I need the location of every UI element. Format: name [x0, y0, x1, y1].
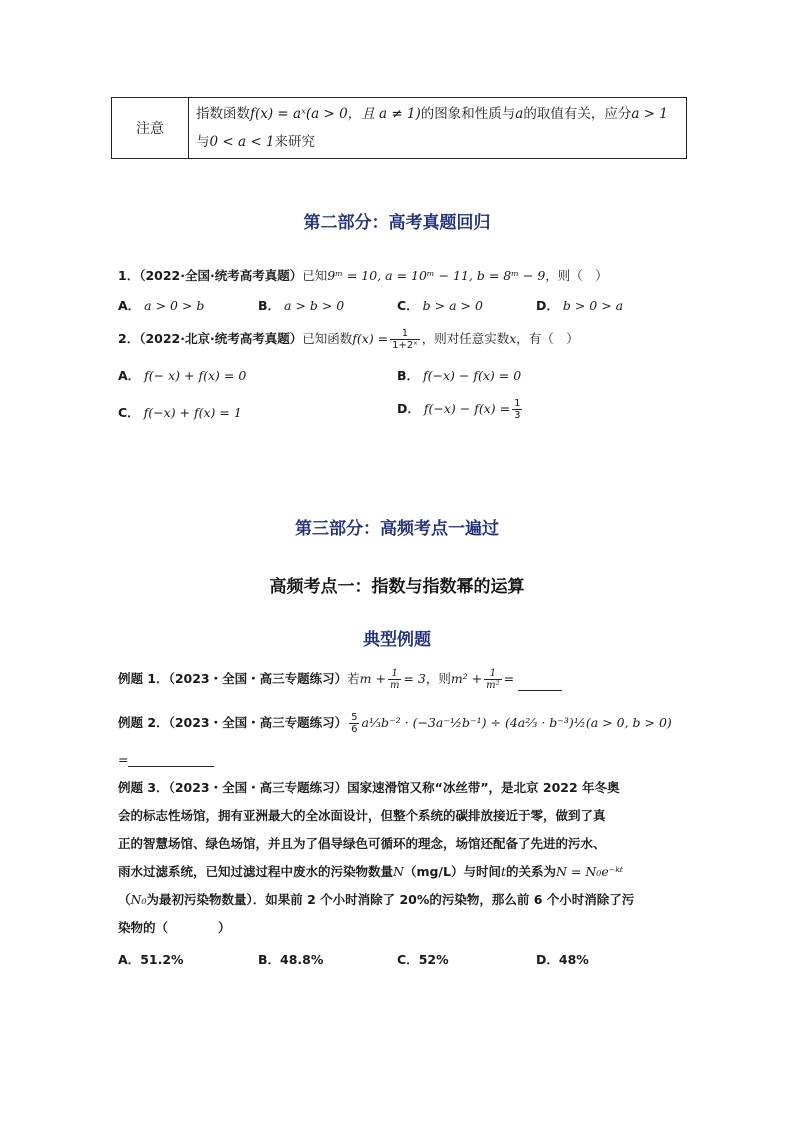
example-fraction — [388, 668, 401, 691]
option-key: C． — [118, 405, 140, 420]
option-key: C． — [397, 298, 419, 313]
answer-blank[interactable] — [128, 766, 214, 767]
option-key: B． — [258, 298, 281, 313]
example-expr: m + — [359, 671, 386, 686]
option-d[interactable] — [397, 398, 524, 421]
option-c[interactable] — [397, 296, 483, 314]
question-tail: ，有（ ） — [516, 331, 579, 346]
question-number: 2． — [118, 331, 140, 346]
example-expr: = — [503, 671, 515, 686]
function-lhs: f(x) = — [352, 331, 389, 346]
question-source: （2022·全国·统考高考真题） — [139, 268, 303, 283]
function-fraction — [390, 328, 420, 351]
option-key: A． — [118, 952, 141, 967]
option-text: f(− x) + f(x) = 0 — [144, 368, 247, 383]
option-key: A． — [118, 368, 141, 383]
fraction-numerator: 1 — [388, 668, 401, 680]
option-b[interactable] — [397, 366, 521, 384]
example-label: 例题 3． — [118, 780, 169, 795]
fraction-numerator: 1 — [514, 398, 521, 409]
example-expr: a⅓b⁻² · (−3a⁻½b⁻¹) ÷ (4a⅔ · b⁻³)½ — [361, 715, 586, 730]
option-text: f(−x) − f(x) = 0 — [423, 368, 522, 383]
note-table — [111, 97, 687, 159]
question-stem: 已知 — [302, 268, 328, 283]
note-text: 来研究 — [274, 134, 316, 150]
option-b[interactable] — [258, 950, 323, 968]
example-expr: m² + — [450, 671, 483, 686]
note-text: 的图象和性质与 — [420, 106, 516, 122]
option-text: b > 0 > a — [562, 298, 624, 313]
option-c[interactable] — [397, 950, 449, 968]
example-text: 为最初污染物数量）．如果前 2 个小时消除了 20%的污染物，那么前 6 个小时消除了污 — [146, 892, 635, 907]
fraction-denominator: 6 — [351, 724, 358, 735]
example-var: N — [393, 864, 404, 879]
topic-title: 高频考点一：指数与指数幂的运算 — [269, 577, 525, 597]
example-expr: = 3 — [403, 671, 426, 686]
example-fraction — [484, 668, 502, 691]
option-d[interactable] — [536, 296, 623, 314]
part3-title: 第三部分：高频考点一遍过 — [295, 519, 499, 539]
note-text: 指数函数 — [196, 106, 250, 122]
option-key: A． — [118, 298, 141, 313]
example-stem: ，则 — [425, 671, 451, 686]
note-text: 与 — [196, 134, 210, 150]
question-source: （2022·北京·统考高考真题） — [139, 331, 303, 346]
question-formula: 9ᵐ = 10, a = 10ᵐ − 11, b = 8ᵐ − 9 — [327, 268, 546, 283]
option-text: f(−x) − f(x) = — [423, 401, 511, 416]
option-text: 48% — [558, 952, 589, 967]
note-body — [196, 100, 682, 156]
option-text: 51.2% — [140, 952, 184, 967]
fraction-denominator: m² — [486, 680, 500, 691]
option-key: C． — [397, 952, 419, 967]
option-key: D． — [536, 298, 559, 313]
example-text: （mg/L）与时间 — [403, 864, 501, 879]
example-condition: (a > 0, b > 0) — [585, 715, 672, 730]
fraction-denominator: 1+2ˣ — [392, 340, 418, 351]
example-stem: 若 — [347, 671, 360, 686]
question-1 — [118, 266, 608, 284]
option-text: a > b > 0 — [284, 298, 345, 313]
question-number: 1． — [118, 268, 140, 283]
example-text: 国家速滑馆又称“冰丝带”，是北京 2022 年冬奥 — [347, 780, 620, 795]
option-d[interactable] — [536, 950, 589, 968]
example-text: 正的智慧场馆、绿色场馆，并且为了倡导绿色可循环的理念，场馆还配备了先进的污水、 — [118, 836, 606, 851]
example-2 — [118, 712, 672, 735]
note-formula: f(x) = aˣ — [250, 106, 306, 122]
example-var: t — [500, 864, 506, 879]
example-text: 的关系为 — [506, 864, 557, 879]
question-var: x — [509, 331, 517, 346]
option-text: 52% — [418, 952, 449, 967]
fraction-numerator: 1 — [484, 668, 502, 680]
option-text: a > 0 > b — [144, 298, 205, 313]
example-label: 例题 2． — [118, 715, 169, 730]
option-b[interactable] — [258, 296, 344, 314]
fraction-numerator: 5 — [351, 712, 358, 723]
option-text: b > a > 0 — [422, 298, 483, 313]
note-text: 的取值有关，应分 — [523, 106, 632, 122]
fraction-numerator: 1 — [390, 328, 420, 340]
example-text: （ — [118, 892, 131, 907]
question-stem: 已知函数 — [302, 331, 353, 346]
example-formula: N = N₀e⁻ᵏᵗ — [556, 864, 623, 879]
example-fraction — [349, 712, 359, 735]
question-2 — [118, 328, 579, 351]
example-source: （2023・全国・高三专题练习） — [168, 671, 348, 686]
option-key: D． — [536, 952, 559, 967]
option-key: B． — [397, 368, 420, 383]
example-1 — [118, 668, 562, 691]
example-eq: = — [118, 752, 129, 767]
note-condition: (a > 0，且 a ≠ 1) — [305, 106, 421, 122]
note-var: a — [515, 106, 524, 122]
option-fraction — [512, 398, 522, 421]
examples-title: 典型例题 — [363, 630, 431, 650]
question-tail: ，则对任意实数 — [421, 331, 510, 346]
option-a[interactable] — [118, 296, 204, 314]
option-text: 48.8% — [280, 952, 324, 967]
option-c[interactable] — [118, 403, 242, 421]
example-var: N₀ — [130, 892, 147, 907]
example-text: 染物的（ ） — [118, 920, 231, 935]
example-3 — [118, 774, 678, 942]
option-a[interactable] — [118, 950, 184, 968]
answer-blank[interactable] — [518, 690, 562, 691]
example-text: 雨水过滤系统，已知过滤过程中废水的污染物数量 — [118, 864, 394, 879]
example-source: （2023・全国・高三专题练习） — [168, 780, 348, 795]
note-case: a > 1 — [631, 106, 668, 122]
question-tail: ，则（ ） — [545, 268, 608, 283]
note-case: 0 < a < 1 — [209, 134, 275, 150]
example-source: （2023・全国・高三专题练习） — [168, 715, 348, 730]
part2-title: 第二部分：高考真题回归 — [303, 213, 491, 233]
option-key: D． — [397, 401, 420, 416]
option-key: B． — [258, 952, 281, 967]
option-a[interactable] — [118, 366, 246, 384]
example-text: 会的标志性场馆，拥有亚洲最大的全冰面设计，但整个系统的碳排放接近于零，做到了真 — [118, 808, 606, 823]
fraction-denominator: 3 — [514, 410, 521, 421]
example-2-answer — [118, 752, 214, 767]
option-text: f(−x) + f(x) = 1 — [143, 405, 242, 420]
note-label: 注意 — [112, 98, 189, 158]
fraction-denominator: m — [389, 680, 400, 691]
example-label: 例题 1． — [118, 671, 169, 686]
